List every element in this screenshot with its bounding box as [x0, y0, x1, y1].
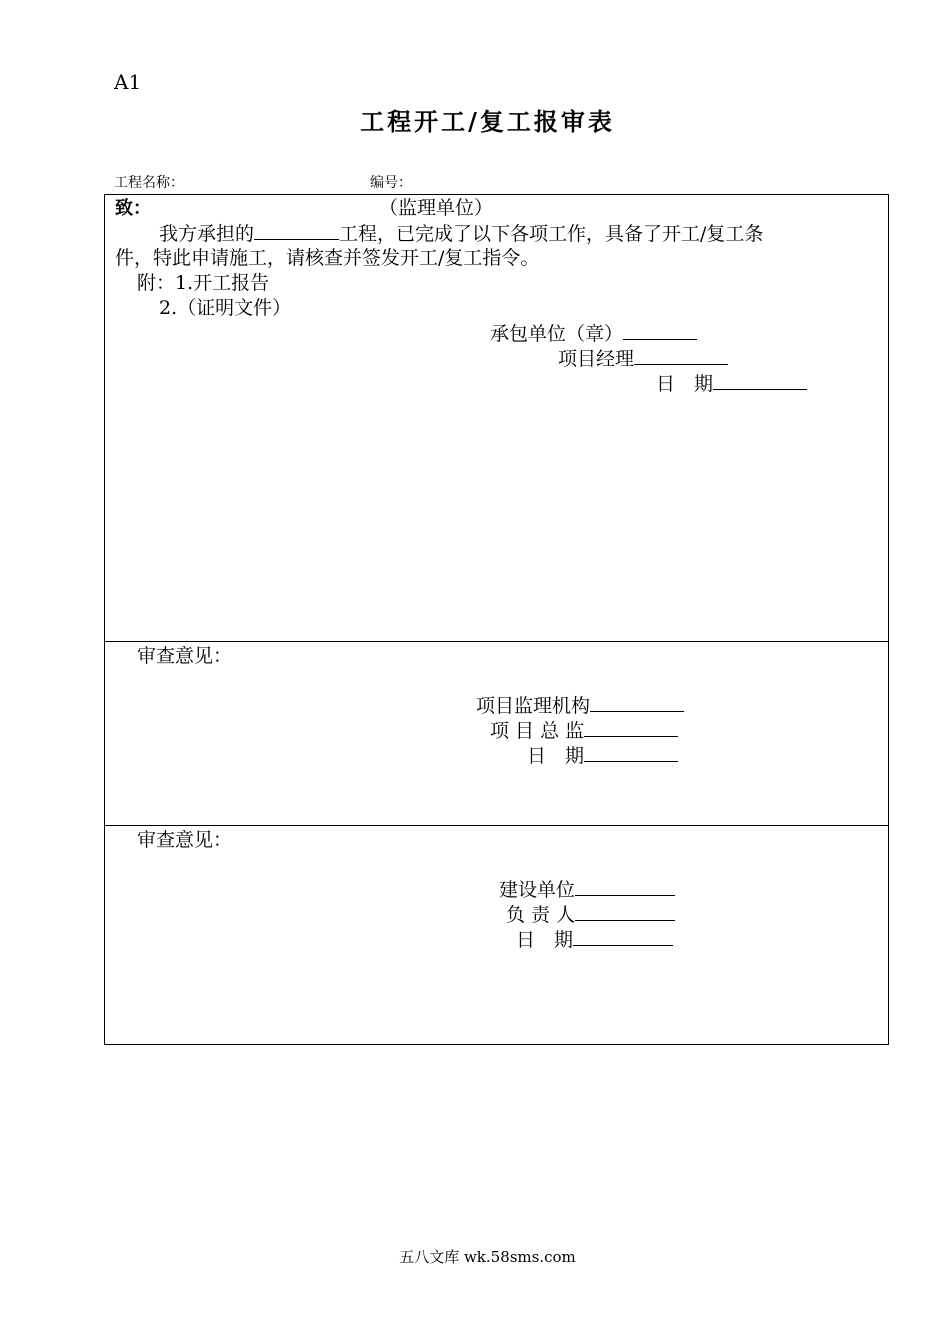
chief-signature [490, 718, 678, 743]
footer-watermark: 五八文库 wk.58sms.com [399, 1248, 576, 1266]
person-in-charge-signature [506, 902, 675, 927]
page-title: 工程开工/复工报审表 [360, 107, 615, 136]
review-opinion-label-1: 审查意见： [137, 645, 233, 667]
attachment-2: 2.（证明文件） [159, 297, 292, 319]
owner-label: 建设单位 [499, 879, 576, 901]
manager-blank [634, 346, 728, 365]
date-blank-3 [573, 927, 673, 946]
application-section [105, 195, 888, 641]
body-line-1 [159, 221, 763, 246]
body-line-1-suffix: 工程，已完成了以下各项工作，具备了开工/复工条 [339, 223, 764, 245]
manager-label: 项目经理 [558, 348, 635, 370]
supervision-org-blank [590, 693, 684, 712]
attachment-1: 附：1.开工报告 [137, 272, 270, 294]
number-label: 编号： [370, 175, 412, 191]
person-in-charge-blank [575, 902, 675, 921]
date-blank-1 [713, 371, 807, 390]
date-signature-2 [527, 743, 678, 768]
form-code: A1 [114, 70, 142, 94]
body-line-2: 件，特此申请施工，请核查并签发开工/复工指令。 [115, 247, 540, 269]
body-prefix: 我方承担的 [159, 223, 255, 245]
review-opinion-label-2: 审查意见： [137, 829, 233, 851]
contractor-blank [623, 321, 697, 340]
contractor-label: 承包单位（章） [490, 323, 624, 345]
chief-label: 项 目 总 监 [490, 720, 585, 742]
person-in-charge-label: 负 责 人 [506, 904, 576, 926]
project-blank [254, 221, 339, 240]
supervisor-review-section [105, 641, 888, 826]
date-signature-3 [516, 927, 673, 952]
contractor-signature [490, 321, 697, 346]
supervision-org-label: 项目监理机构 [476, 695, 591, 717]
to-label: 致： [115, 198, 151, 219]
owner-review-section [105, 825, 888, 1045]
supervisor-unit-label: （监理单位） [379, 197, 494, 219]
owner-signature [499, 877, 675, 902]
supervision-org-signature [476, 693, 684, 718]
date-label-3: 日 期 [516, 929, 574, 951]
date-blank-2 [584, 743, 678, 762]
approval-form-table [104, 194, 889, 1045]
project-name-label: 工程名称： [114, 175, 184, 191]
date-label-1: 日 期 [656, 373, 714, 395]
chief-blank [584, 718, 678, 737]
manager-signature [558, 346, 728, 371]
date-signature-1 [656, 371, 807, 396]
owner-blank [575, 877, 675, 896]
date-label-2: 日 期 [527, 745, 585, 767]
